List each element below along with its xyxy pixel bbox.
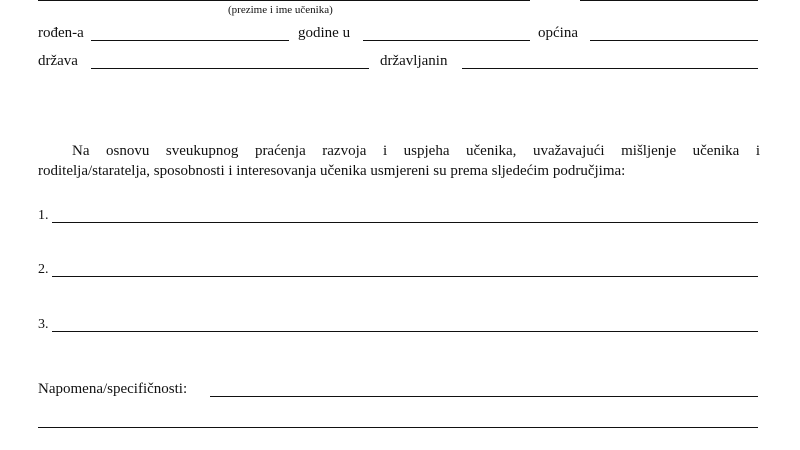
top-right-field-line[interactable] <box>580 0 758 1</box>
paragraph-line-1: Na osnovu sveukupnog praćenja razvoja i uspjeha učenika, uvažavajući mišljenje učenika i <box>72 143 760 159</box>
area-3-field-line[interactable] <box>52 331 758 332</box>
area-number-2: 2. <box>38 262 49 277</box>
municipality-field-line[interactable] <box>590 40 758 41</box>
area-1-field-line[interactable] <box>52 222 758 223</box>
notes-field-line-2[interactable] <box>38 427 758 428</box>
country-label: država <box>38 53 78 69</box>
birthplace-field-line[interactable] <box>363 40 530 41</box>
municipality-label: općina <box>538 25 578 41</box>
notes-label: Napomena/specifičnosti: <box>38 381 188 397</box>
born-label: rođen-a <box>38 25 84 41</box>
area-number-3: 3. <box>38 317 49 332</box>
born-field-line[interactable] <box>91 40 289 41</box>
orientation-paragraph <box>38 141 760 181</box>
year-label: godine u <box>298 25 351 41</box>
country-field-line[interactable] <box>91 68 369 69</box>
name-caption: (prezime i ime učenika) <box>228 4 333 16</box>
area-2-field-line[interactable] <box>52 276 758 277</box>
citizenship-field-line[interactable] <box>462 68 758 69</box>
paragraph-line-2: roditelja/staratelja, sposobnosti i interesovanja učenika usmjereni su prema sljedećim područjima: <box>38 163 626 179</box>
notes-field-line-1[interactable] <box>210 396 758 397</box>
area-number-1: 1. <box>38 208 49 223</box>
citizen-label: državljanin <box>380 53 448 69</box>
